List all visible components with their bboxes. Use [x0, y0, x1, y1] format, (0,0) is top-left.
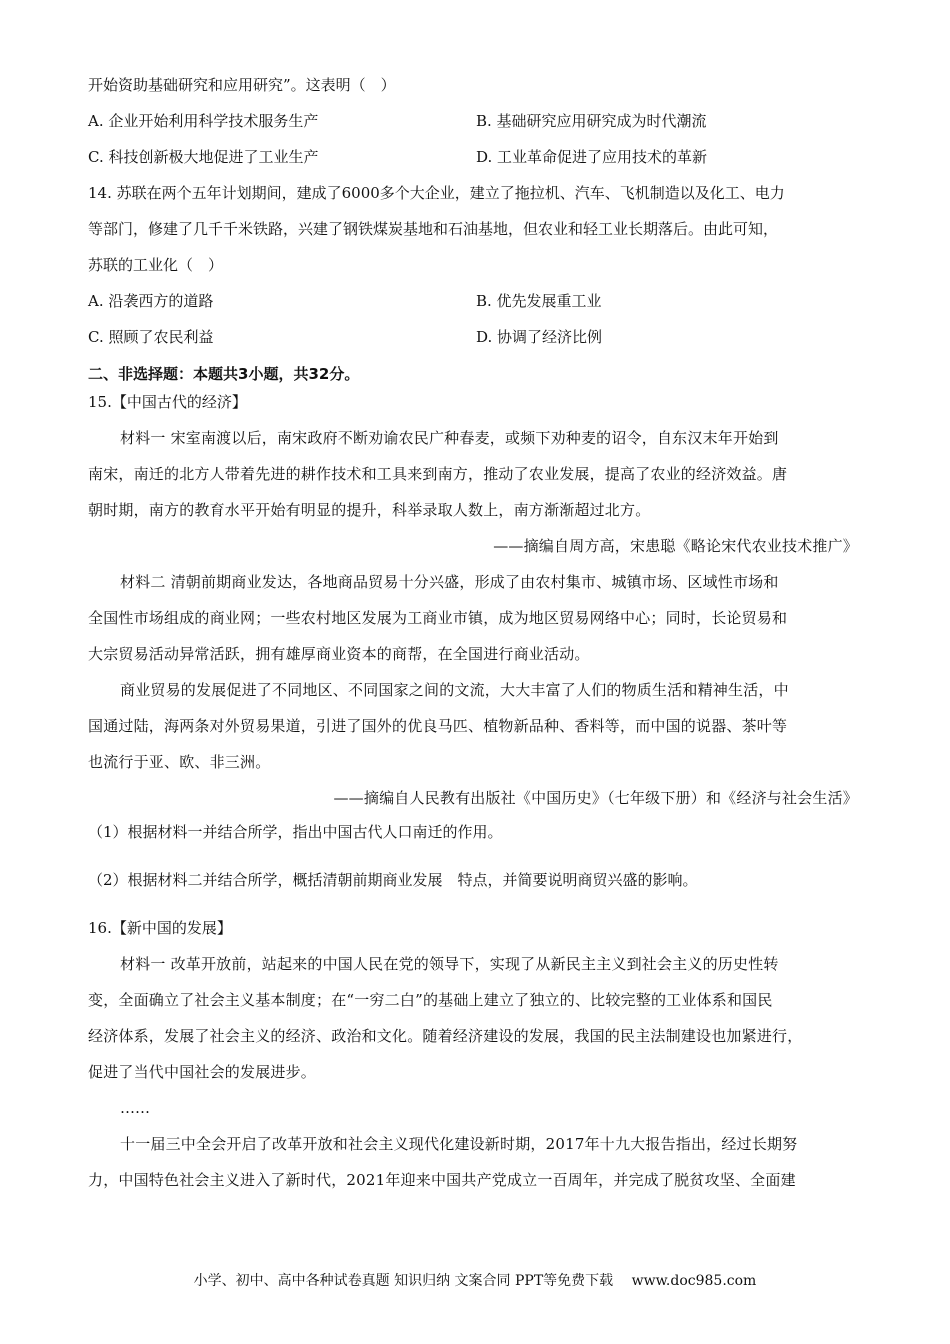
q15-material-2-line-1: 材料二 清朝前期商业发达，各地商品贸易十分兴盛，形成了由农村集市、城镇市场、区域性市场和 [120, 573, 779, 591]
q15-material-2-line-2: 全国性市场组成的商业网；一些农村地区发展为工商业市镇，成为地区贸易网络中心；同时，长论贸易和 [88, 609, 788, 627]
q16-material-1-line-1: 材料一 改革开放前，站起来的中国人民在党的领导下，实现了从新民主主义到社会主义的历史性转 [120, 955, 779, 973]
q16-ellipsis: …… [120, 1099, 150, 1117]
q13-option-c: C. 科技创新极大地促进了工业生产 [88, 148, 319, 166]
q16-material-1-line-5: 十一届三中全会开启了改革开放和社会主义现代化建设新时期，2017年十九大报告指出，经过长期努 [120, 1135, 798, 1153]
q16-material-1-line-2: 变，全面确立了社会主义基本制度；在“一穷二白”的基础上建立了独立的、比较完整的工业体系和国民 [88, 991, 773, 1009]
q14-option-b: B. 优先发展重工业 [476, 292, 602, 310]
q14-option-a: A. 沿袭西方的道路 [88, 292, 214, 310]
q14-stem-line-3: 苏联的工业化（ ） [88, 256, 224, 274]
q15-material-1-source: ——摘编自周方高，宋患聪《略论宋代农业技术推广》 [493, 537, 858, 555]
q16-material-1-line-6: 力，中国特色社会主义进入了新时代，2021年迎来中国共产党成立一百周年，并完成了脱贫攻坚、全面建 [88, 1171, 796, 1189]
q15-material-2-line-6: 也流行于亚、欧、非三洲。 [88, 753, 271, 771]
q15-material-2-line-5: 国通过陆，海两条对外贸易果道，引进了国外的优良马匹、植物新品种、香料等，而中国的说器、茶叶等 [88, 717, 788, 735]
q14-option-d: D. 协调了经济比例 [476, 328, 603, 346]
q14-stem-line-2: 等部门，修建了几千千米铁路，兴建了钢铁煤炭基地和石油基地，但农业和轻工业长期落后。由此可知， [88, 220, 779, 238]
q16-title: 16.【新中国的发展】 [88, 919, 232, 937]
q13-stem-tail: 开始资助基础研究和应用研究”。这表明（ ） [88, 76, 396, 94]
q16-material-1-line-3: 经济体系，发展了社会主义的经济、政治和文化。随着经济建设的发展，我国的民主法制建设也加紧进行， [88, 1027, 803, 1045]
q15-material-2-line-3: 大宗贸易活动异常活跃，拥有雄厚商业资本的商帮，在全国进行商业活动。 [88, 645, 590, 663]
q15-material-1-line-1: 材料一 宋室南渡以后，南宋政府不断劝谕农民广种春麦，或频下劝种麦的诏令，自东汉末年开始到 [120, 429, 779, 447]
q13-option-a: A. 企业开始利用科学技术服务生产 [88, 112, 319, 130]
q15-material-2-line-4: 商业贸易的发展促进了不同地区、不同国家之间的文流，大大丰富了人们的物质生活和精神生活，中 [120, 681, 789, 699]
q14-stem-line-1: 14. 苏联在两个五年计划期间，建成了6000多个大企业，建立了拖拉机、汽车、飞机制造以及化工、电力 [88, 184, 785, 202]
page-footer: 小学、初中、高中各种试卷真题 知识归纳 文案合同 PPT等免费下载 www.doc985.com [193, 1273, 757, 1289]
q14-option-c: C. 照顾了农民利益 [88, 328, 214, 346]
q13-option-b: B. 基础研究应用研究成为时代潮流 [476, 112, 707, 130]
section-2-heading: 二、非选择题：本题共3小题，共32分。 [88, 365, 360, 383]
q15-material-1-line-2: 南宋，南迁的北方人带着先进的耕作技术和工具来到南方，推动了农业发展，提高了农业的经济效益。唐 [88, 465, 788, 483]
q15-material-2-source: ——摘编自人民教有出版社《中国历史》（七年级下册）和《经济与社会生活》 [333, 789, 858, 807]
q15-subquestion-2: （2）根据材料二并结合所学，概括清朝前期商业发展 特点，并简要说明商贸兴盛的影响。 [88, 871, 698, 889]
q15-material-1-line-3: 朝时期，南方的教育水平开始有明显的提升，科举录取人数上，南方渐渐超过北方。 [88, 501, 651, 519]
q13-option-d: D. 工业革命促进了应用技术的革新 [476, 148, 708, 166]
q15-title: 15.【中国古代的经济】 [88, 393, 247, 411]
q16-material-1-line-4: 促进了当代中国社会的发展进步。 [88, 1063, 317, 1081]
q15-subquestion-1: （1）根据材料一并结合所学，指出中国古代人口南迁的作用。 [88, 823, 503, 841]
